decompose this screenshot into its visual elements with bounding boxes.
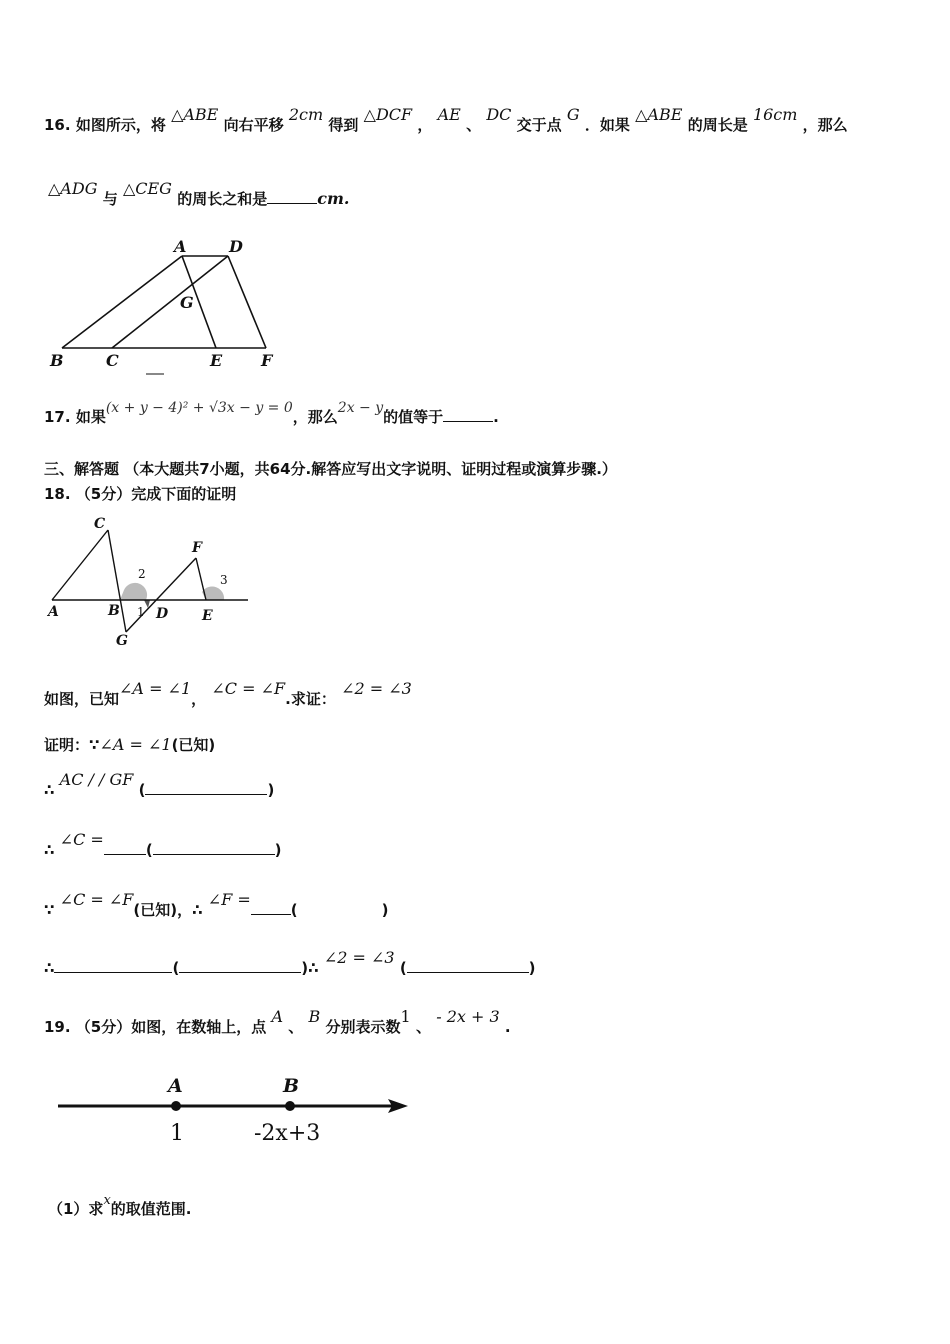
segment-fe <box>196 558 206 600</box>
q19-line: 19. （5分）如图，在数轴上，点 A 、 B 分别表示数1 、 - 2x + 3 . <box>44 1007 511 1036</box>
q18-given: 如图，已知∠A = ∠1， ∠C = ∠F.求证： ∠2 = ∠3 <box>44 679 412 708</box>
math-ac-parallel-gf: AC / / GF <box>59 770 134 789</box>
math-angle-a-eq-1: ∠A = ∠1 <box>119 679 192 698</box>
math-triangle-abe: △ABE <box>171 105 219 124</box>
math-angle-2-eq-3: ∠2 = ∠3 <box>341 679 412 698</box>
math-b: B <box>308 1007 321 1026</box>
math-2x-minus-y: 2x − y <box>337 400 384 416</box>
number-line-figure <box>50 1068 420 1152</box>
q16-figure <box>40 236 290 382</box>
point-b <box>285 1101 295 1111</box>
label-2: 2 <box>138 567 146 581</box>
label-e: E <box>202 608 213 624</box>
reason-blank <box>145 780 267 795</box>
label-1: 1 <box>137 605 145 619</box>
math-angle-f-eq: ∠F = <box>207 890 251 909</box>
math-16cm: 16cm <box>752 105 798 124</box>
math-triangle-ceg: △CEG <box>122 179 172 198</box>
value-b: -2x+3 <box>254 1121 321 1146</box>
reason-blank <box>407 958 529 973</box>
math-1: 1 <box>400 1007 411 1026</box>
math-x: x <box>103 1193 111 1208</box>
label-f: F <box>261 351 273 370</box>
q18-figure <box>44 514 254 650</box>
math-ae: AE <box>437 105 461 124</box>
label-a: A <box>168 1075 183 1097</box>
q16-number: 16. <box>44 116 71 134</box>
label-d: D <box>229 237 243 256</box>
q19-part1: （1）求x的取值范围. <box>48 1193 192 1218</box>
math-triangle-abe-2: △ABE <box>635 105 683 124</box>
answer-blank <box>54 958 172 973</box>
math-dc: DC <box>486 105 512 124</box>
label-e: E <box>210 351 223 370</box>
section-title: 三、解答题 （本大题共7小题，共64分.解答应写出文字说明、证明过程或演算步骤.） <box>44 460 617 478</box>
answer-blank <box>251 900 291 915</box>
answer-blank <box>443 407 493 422</box>
label-f: F <box>192 540 202 556</box>
q17-line: 17. 如果(x + y − 4)² + √3x − y = 0，那么2x − y的值等于 . <box>44 400 499 426</box>
q18-proof-start: 证明：∵∠A = ∠1(已知) <box>44 735 216 754</box>
label-c: C <box>94 516 106 532</box>
value-a: 1 <box>170 1121 184 1146</box>
segment-ba <box>62 256 182 348</box>
math-angle-c-eq: ∠C = <box>59 830 104 849</box>
label-g: G <box>180 293 194 312</box>
math-triangle-adg: △ADG <box>48 179 98 198</box>
math-g: G <box>566 105 580 124</box>
q18-proof-line4: ∴ ( )∴ ∠2 = ∠3 ( ) <box>44 948 536 977</box>
segment-ac <box>52 530 108 600</box>
label-b: B <box>283 1075 300 1097</box>
math-triangle-dcf: △DCF <box>363 105 413 124</box>
q16-line1: 16. 如图所示，将 △ABE 向右平移 2cm 得到 △DCF ， AE 、 DC 交于点 G ．如果 △ABE 的周长是 16cm ，那么 <box>44 105 848 134</box>
label-a: A <box>48 604 59 620</box>
label-d: D <box>156 606 169 622</box>
math-angle-c-eq-f-b: ∠C = ∠F <box>59 890 134 909</box>
q17-number: 17. <box>44 408 71 426</box>
label-g: G <box>116 633 128 649</box>
point-a <box>171 1101 181 1111</box>
label-a: A <box>174 237 187 256</box>
answer-blank <box>104 840 146 855</box>
q18-heading: 18. （5分）完成下面的证明 <box>44 485 237 503</box>
label-3: 3 <box>220 573 228 587</box>
segment-df <box>228 256 266 348</box>
label-b: B <box>50 351 64 370</box>
math-angle-a-eq-1-b: ∠A = ∠1 <box>99 735 172 754</box>
angle-2-shade <box>120 583 147 600</box>
reason-blank <box>153 840 275 855</box>
q18-proof-line3: ∵ ∠C = ∠F(已知)，∴ ∠F =( ) <box>44 890 389 919</box>
math-2cm: 2cm <box>288 105 324 124</box>
label-b: B <box>108 603 120 619</box>
q18-proof-line1: ∴ AC / / GF ( ) <box>44 770 275 799</box>
answer-blank <box>267 189 317 204</box>
q16-line2: △ADG 与 △CEG 的周长之和是 cm. <box>48 179 350 208</box>
reason-blank <box>179 958 301 973</box>
math-a: A <box>271 1007 284 1026</box>
math-equation: (x + y − 4)² + √3x − y = 0 <box>105 400 293 416</box>
math-neg2x-plus3: - 2x + 3 <box>436 1007 500 1026</box>
math-angle-2-eq-3-b: ∠2 = ∠3 <box>323 948 395 967</box>
q18-proof-line2: ∴ ∠C =( ) <box>44 830 282 859</box>
math-angle-c-eq-f: ∠C = ∠F <box>211 679 286 698</box>
label-c: C <box>106 351 119 370</box>
